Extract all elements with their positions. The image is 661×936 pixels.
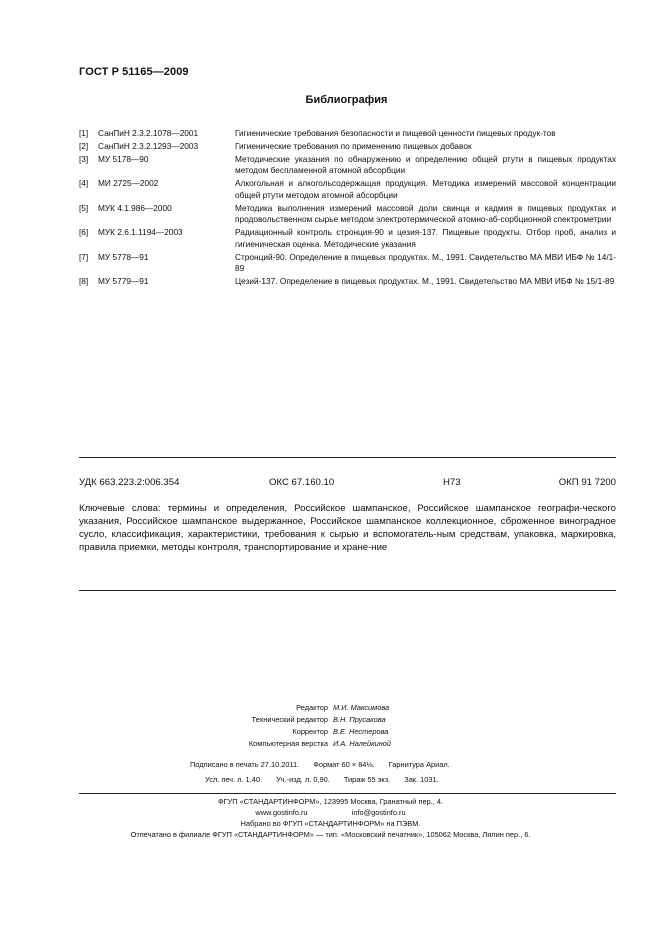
bibliography-entry [79,252,616,275]
credit-editor [0,703,389,712]
entry-number: [7] [79,251,89,262]
contacts-row [0,808,661,817]
bibliography-entry [79,141,616,152]
entry-text: Алкогольная и алкогольсодержащая продукция. Методика измерений массовой концентрации общей ртути методом атомной абсорбции [235,178,616,200]
printed-note: Отпечатано в филиале ФГУП «СТАНДАРТИНФОРМ» — тип. «Московский печатник», 105062 Москва, Лялин пер., 6. [130,830,531,839]
entry-number: [8] [79,276,89,287]
credit-label: Корректор [292,727,328,736]
divider [79,457,616,458]
entry-code: МУК 4.1.986—2000 [98,202,172,213]
bibliography-list [79,128,616,289]
bibliography-entry [79,227,616,250]
entry-text: Стронций-90. Определение в пищевых продуктах. М., 1991. Свидетельство МА МВИ ИБФ № 14/1-89 [235,251,616,274]
credit-tech-editor [0,715,386,724]
entry-number: [5] [79,202,89,213]
entry-code: МУ 5178—90 [98,154,149,164]
publisher-address: ФГУП «СТАНДАРТИНФОРМ», 123995 Москва, Гранатный пер., 4. [217,797,444,806]
credit-value: В.Е. Нестерова [333,727,389,736]
divider [79,793,616,794]
entry-code: СанПиН 2.3.2.1078—2001 [98,128,199,138]
bibliography-entry [79,178,616,201]
classification-row [79,477,616,491]
group-code: Н73 [443,477,461,488]
keywords-paragraph: Ключевые слова: термины и определения, Российское шампанское, Российское шампанское географи-ческого указания, Российское шампанское выдержанное, Российское шампанское коллекционное, сброженное виноградное сусло, классификация, характеристики, требования к сырью и вспомогатель-ным средствам, упаковка, маркировка, правила приемки, методы контроля, транспортирование и хране-ние [79,503,616,553]
entry-code: МУ 5778—91 [98,251,149,262]
credit-value: В.Н. Прусакова [333,715,386,724]
entry-code: СанПиН 2.3.2.1293—2003 [98,141,199,151]
entry-text: Методические указания по обнаружению и определению общей ртути в пищевых продуктах методом беспламенной атомной абсорбции [235,154,616,176]
credit-label: Компьютерная верстка [248,739,328,748]
standard-code: ГОСТ Р 51165—2009 [79,66,189,78]
entry-text: Методика выполнения измерений массовой доли свинца и кадмия в пищевых продуктах и продовольственном сырье методом электротермической атомно-аб-сорбционной спектрометрии [235,202,616,225]
credit-value: М.И. Максимова [333,703,390,712]
typeset-note: Набрано во ФГУП «СТАНДАРТИНФОРМ» на ПЭВМ. [240,819,421,828]
email-link[interactable]: info@gostinfo.ru [351,808,406,817]
publication-typeface: Гарнитура Ариал. [388,760,450,769]
website-link[interactable]: www.gostinfo.ru [255,808,308,817]
entry-text: Гигиенические требования безопасности и пищевой ценности пищевых продук-тов [235,128,556,138]
bibliography-entry [79,276,616,287]
entry-text: Радиационный контроль стронция-90 и цезия-137. Пищевые продукты. Отбор проб, анализ и гигиеническая оценка. Методические указания [235,227,616,249]
section-title: Библиография [305,94,388,106]
entry-number: [6] [79,227,89,238]
entry-code: МУК 2.6.1.1194—2003 [98,227,183,238]
publication-print-run: Тираж 55 экз. [343,775,391,784]
publication-line-1 [190,760,462,769]
entry-code: МИ 2725—2002 [98,178,159,189]
entry-number: [1] [79,128,89,138]
entry-code: МУ 5779—91 [98,276,149,287]
bibliography-entry [79,128,616,139]
bibliography-entry [79,154,616,177]
entry-number: [4] [79,178,89,189]
publication-order: Зак. 1031. [404,775,439,784]
divider [79,590,616,591]
entry-text: Цезий-137. Определение в пищевых продуктах. М., 1991. Свидетельство МА МВИ ИБФ № 15/1-89 [235,276,615,287]
entry-number: [3] [79,154,89,164]
entry-text: Гигиенические требования по применению пищевых добавок [235,141,472,151]
oks-code: ОКС 67.160.10 [269,477,335,488]
publication-signed: Подписано в печать 27.10.2011. [190,760,300,769]
credit-proofreader [0,727,388,736]
entry-number: [2] [79,141,89,151]
publication-line-2 [205,775,451,784]
credit-label: Редактор [296,703,328,712]
publication-format: Формат 60 × 84⅛. [313,760,375,769]
publication-print-sheets: Усл. печ. л. 1,40. [205,775,262,784]
credit-value: И.А. Налейкиной [333,739,392,748]
udk-code: УДК 663.223.2:006.354 [79,477,180,488]
okp-code: ОКП 91 7200 [558,477,616,488]
credit-layout [0,739,391,748]
credit-label: Технический редактор [251,715,328,724]
publication-edition-sheets: Уч.-изд. л. 0,90. [276,775,330,784]
bibliography-entry [79,203,616,226]
